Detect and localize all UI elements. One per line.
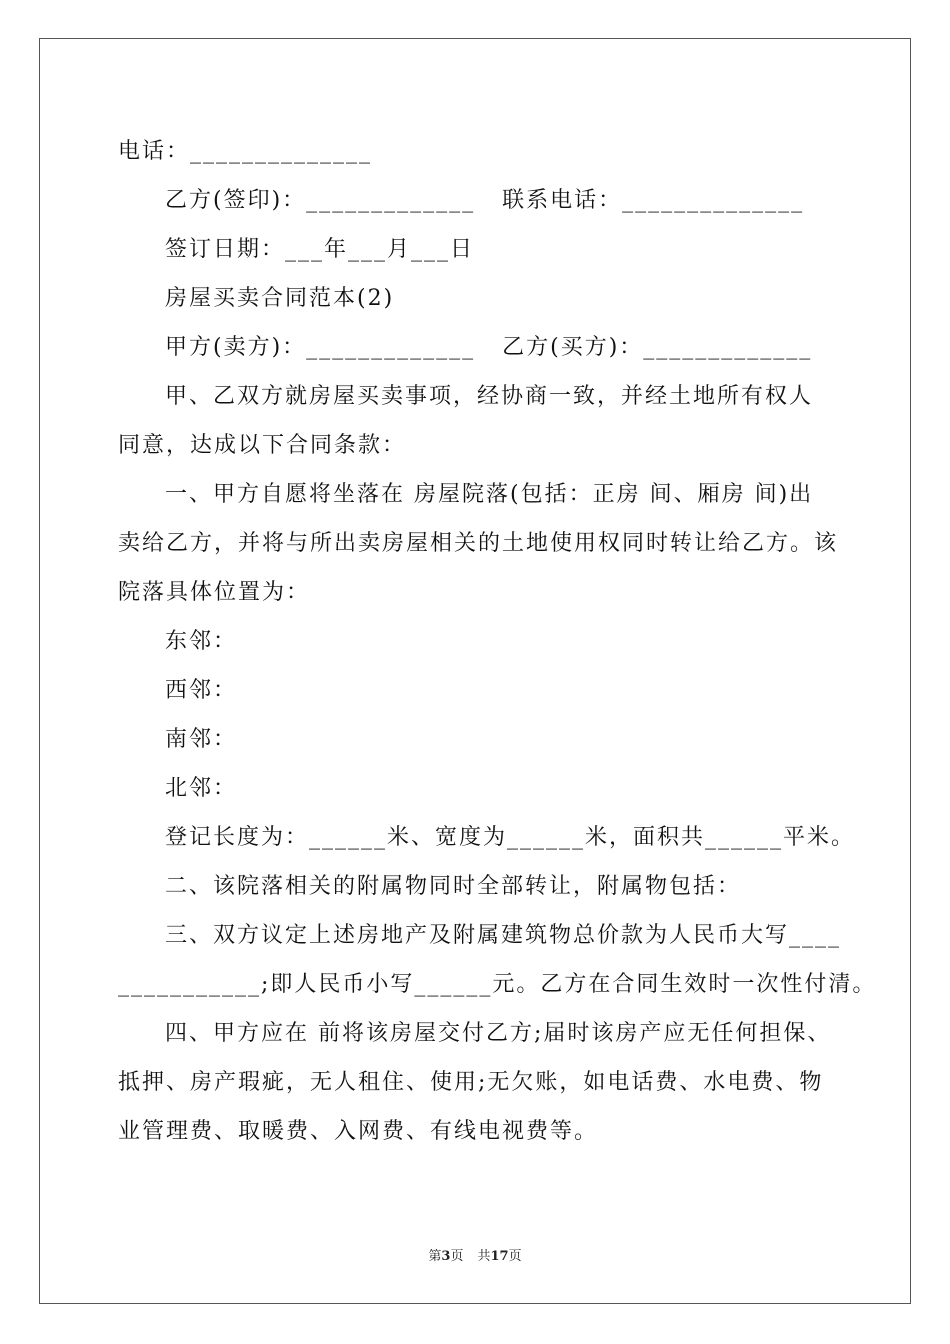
document-body: [118, 127, 877, 1156]
clause-4-line-3: 业管理费、取暖费、入网费、有线电视费等。: [118, 1119, 599, 1144]
parties-line: 甲方(卖方)：_____________ 乙方(买方)：_____________: [165, 335, 813, 360]
clause-1-line-2: 卖给乙方，并将与所出卖房屋相关的土地使用权同时转让给乙方。该: [118, 531, 839, 556]
footer-mid: 页: [450, 1249, 464, 1264]
clause-4-line-1: 四、甲方应在 前将该房屋交付乙方;届时该房产应无任何担保、: [165, 1021, 832, 1046]
clause-2: 二、该院落相关的附属物同时全部转让，附属物包括：: [165, 874, 742, 899]
clause-3-line-1: 三、双方议定上述房地产及附属建筑物总价款为人民币大写____: [165, 923, 842, 948]
clause-1-line-1: 一、甲方自愿将坐落在 房屋院落(包括：正房 间、厢房 间)出: [165, 482, 814, 507]
intro-paragraph-line-2: 同意，达成以下合同条款：: [118, 433, 407, 458]
footer-total-prefix: 共: [477, 1249, 491, 1264]
clause-3-line-2: ___________;即人民币小写______元。乙方在合同生效时一次性付清。: [118, 972, 877, 997]
footer-total-pages: 17: [490, 1249, 509, 1264]
north-neighbor: 北邻：: [165, 776, 238, 801]
footer-current-page: 3: [441, 1249, 451, 1264]
clause-4-line-2: 抵押、房产瑕疵，无人租住、使用;无欠账，如电话费、水电费、物: [118, 1070, 824, 1095]
sign-date-line: 签订日期：___年___月___日: [165, 237, 475, 262]
footer-suffix: 页: [508, 1249, 522, 1264]
phone-line: 电话：______________: [118, 139, 373, 164]
west-neighbor: 西邻：: [165, 678, 238, 703]
intro-paragraph-line-1: 甲、乙双方就房屋买卖事项，经协商一致，并经土地所有权人: [165, 384, 814, 409]
east-neighbor: 东邻：: [165, 629, 238, 654]
dimensions-line: 登记长度为：______米、宽度为______米，面积共______平米。: [165, 825, 856, 850]
south-neighbor: 南邻：: [165, 727, 238, 752]
contract-title: 房屋买卖合同范本(2): [165, 286, 395, 311]
footer-prefix: 第: [428, 1249, 442, 1264]
clause-1-line-3: 院落具体位置为：: [118, 580, 311, 605]
page-footer: [0, 1245, 950, 1264]
party-b-sign-line: 乙方(签印)：_____________ 联系电话：______________: [165, 188, 805, 213]
